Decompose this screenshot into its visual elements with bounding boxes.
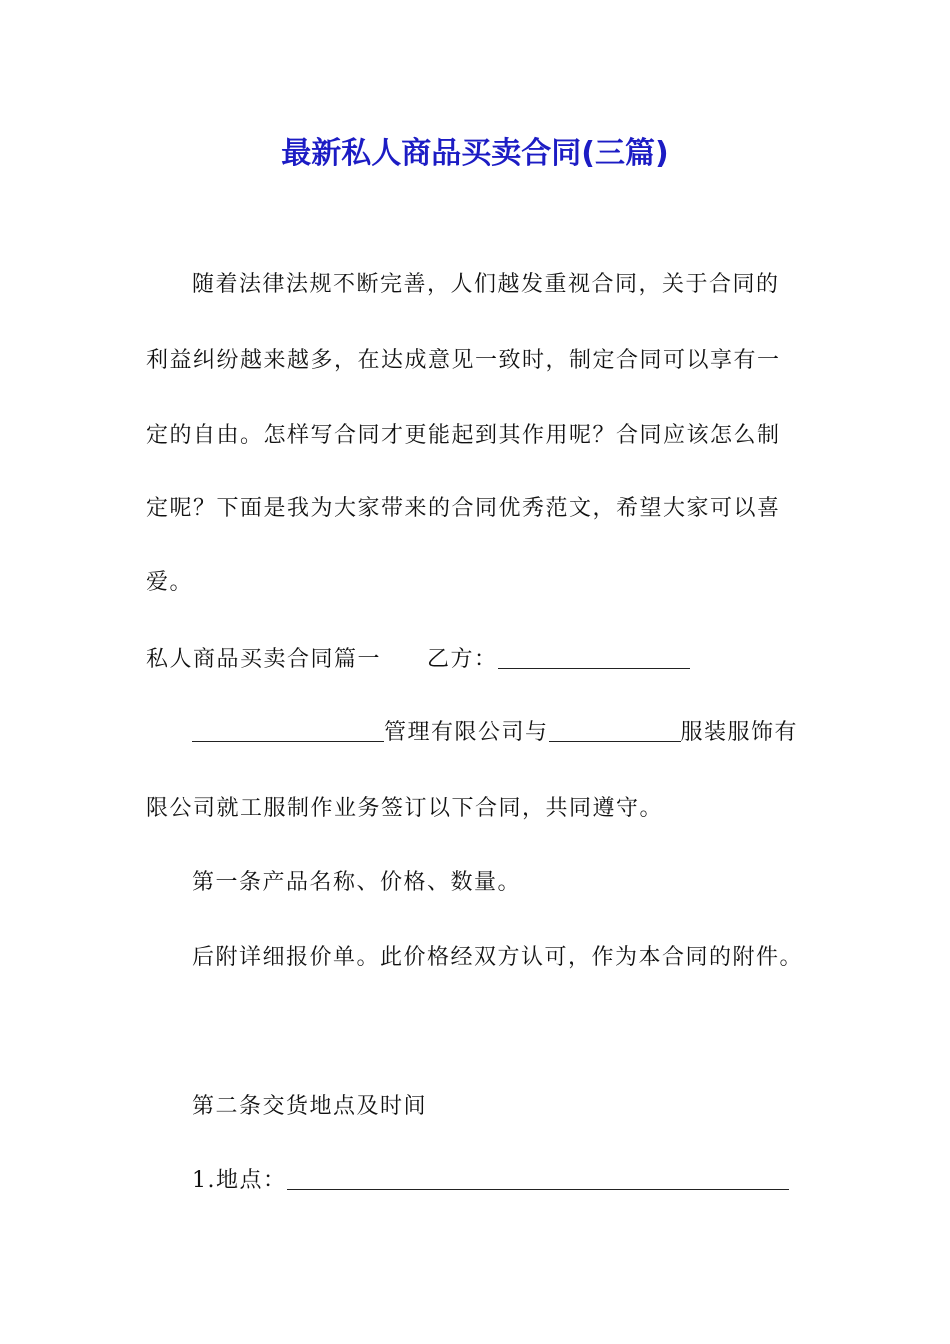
parties-line-1 [192, 718, 872, 748]
item1-row [192, 1166, 872, 1196]
company-b-suffix: 服装服饰有 [680, 720, 799, 745]
section-heading: 私人商品买卖合同篇一 [146, 647, 382, 672]
location-blank [287, 1169, 789, 1190]
article1-title: 第一条产品名称、价格、数量。 [192, 870, 522, 895]
intro-line-4: 定呢？下面是我为大家带来的合同优秀范文，希望大家可以喜 [146, 496, 781, 521]
intro-line-2: 利益纠纷越来越多，在达成意见一致时，制定合同可以享有一 [146, 348, 781, 373]
document-title: 最新私人商品买卖合同(三篇) [281, 136, 669, 171]
party-b-label: 乙方： [427, 647, 498, 672]
article2-title: 第二条交货地点及时间 [192, 1094, 428, 1119]
company-a-suffix: 管理有限公司与 [384, 720, 549, 745]
company-b-blank [549, 721, 681, 742]
article1-body: 后附详细报价单。此价格经双方认可，作为本合同的附件。 [192, 945, 804, 970]
section-heading-row [146, 645, 826, 675]
intro-line-5: 爱。 [146, 570, 194, 595]
item1-label: 1.地点： [192, 1168, 287, 1193]
intro-line-3: 定的自由。怎样写合同才更能起到其作用呢？合同应该怎么制 [146, 423, 781, 448]
parties-line-2: 限公司就工服制作业务签订以下合同，共同遵守。 [146, 796, 664, 821]
party-b-blank [498, 648, 690, 669]
company-a-blank [192, 721, 384, 742]
intro-line-1: 随着法律法规不断完善，人们越发重视合同，关于合同的 [192, 272, 780, 297]
